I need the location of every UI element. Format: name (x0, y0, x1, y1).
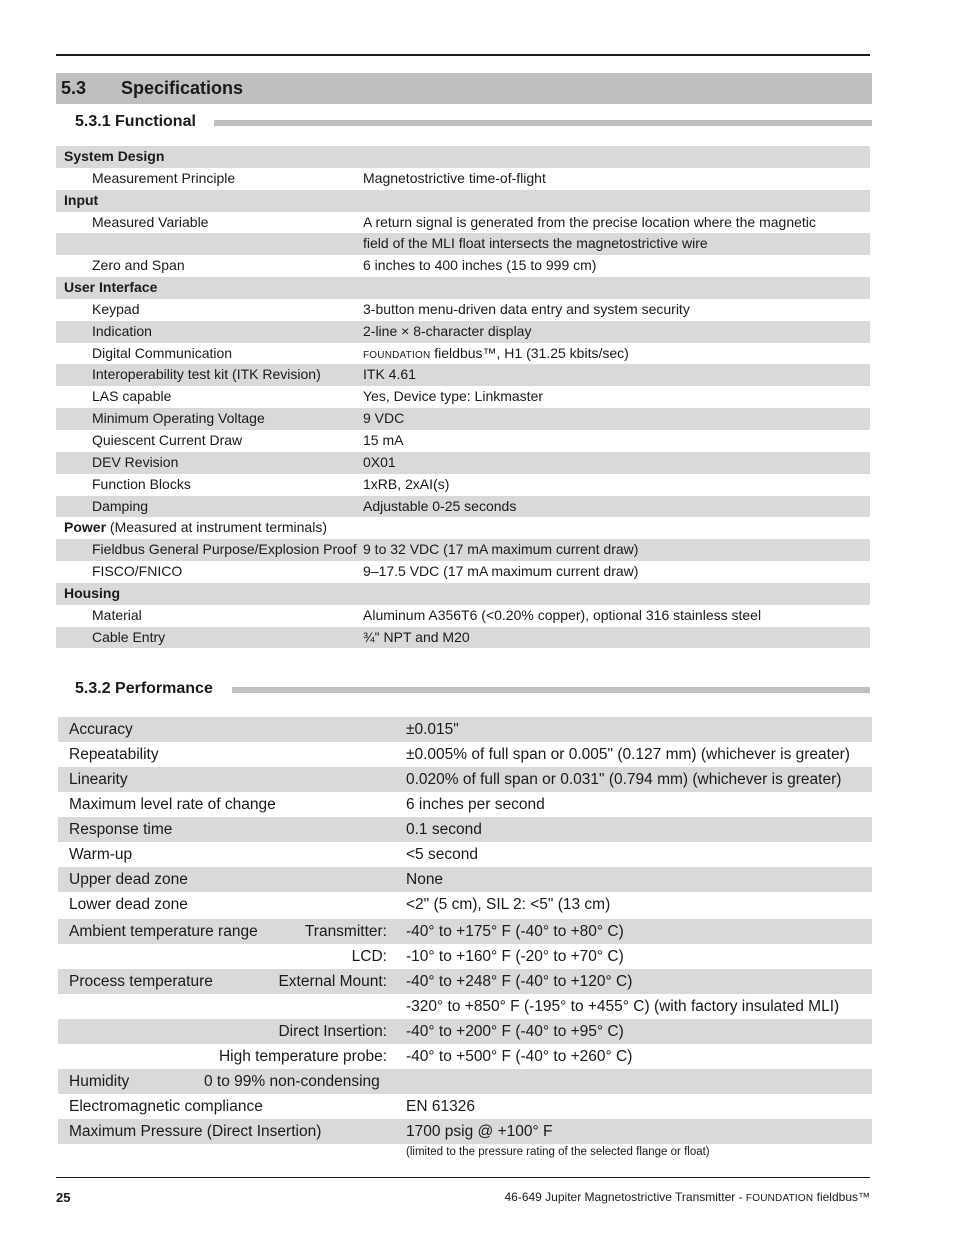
spec-label: FISCO/FNICO (92, 563, 183, 580)
spec-label: Interoperability test kit (ITK Revision) (92, 366, 321, 383)
spec-value: 6 inches to 400 inches (15 to 999 cm) (363, 257, 597, 274)
spec-value: 15 mA (363, 431, 404, 448)
spec-group-row (56, 190, 870, 212)
performance-row (58, 919, 872, 944)
spec-label: Keypad (92, 300, 140, 317)
performance-value: EN 61326 (406, 1098, 475, 1115)
performance-row (58, 1119, 872, 1144)
spec-value: Yes, Device type: Linkmaster (363, 388, 544, 405)
spec-value: Adjustable 0-25 seconds (363, 497, 517, 514)
functional-heading: 5.3.1 Functional (75, 113, 202, 131)
performance-value: -320° to +850° F (-195° to +455° C) (with factory insulated MLI) (406, 998, 840, 1015)
performance-row (58, 969, 872, 994)
spec-row (56, 627, 870, 649)
spec-label: LAS capable (92, 388, 172, 405)
spec-value: 1xRB, 2xAI(s) (363, 475, 450, 492)
performance-value: None (406, 871, 444, 888)
spec-value: A return signal is generated from the precise location where the magnetic (363, 213, 816, 230)
performance-row (58, 792, 872, 817)
performance-label: Warm-up (69, 846, 133, 863)
spec-row (56, 364, 870, 386)
performance-label: Accuracy (69, 721, 133, 738)
spec-group-row (56, 146, 870, 168)
spec-group-label (64, 583, 120, 605)
pressure-note: (limited to the pressure rating of the selected flange or float) (406, 1146, 710, 1158)
spec-row (56, 474, 870, 496)
performance-sublabel: Transmitter: (304, 923, 387, 940)
functional-heading-rule (214, 120, 872, 126)
spec-row (56, 233, 870, 255)
performance-row (58, 717, 872, 742)
section-header (56, 73, 872, 104)
performance-row (58, 944, 872, 969)
doc-title-brand: FOUNDATION (745, 1193, 814, 1204)
spec-group-row (56, 277, 870, 299)
performance-value: <2" (5 cm), SIL 2: <5" (13 cm) (406, 896, 611, 913)
performance-label: Electromagnetic compliance (69, 1098, 263, 1115)
performance-sublabel: Direct Insertion: (278, 1023, 387, 1040)
page-number: 25 (56, 1190, 71, 1205)
spec-value: 9–17.5 VDC (17 mA maximum current draw) (363, 563, 639, 580)
spec-label: Digital Communication (92, 344, 233, 361)
performance-label: Lower dead zone (69, 896, 188, 913)
performance-row (58, 892, 872, 919)
functional-spec-table (56, 146, 870, 648)
spec-row (56, 561, 870, 583)
spec-group-row (56, 517, 870, 539)
performance-row (58, 842, 872, 867)
performance-inline-value: 0 to 99% non-condensing (204, 1073, 380, 1090)
spec-value: 2-line × 8-character display (363, 322, 532, 339)
performance-label: Linearity (69, 771, 128, 788)
performance-sublabel: External Mount: (278, 973, 387, 990)
performance-row (58, 817, 872, 842)
spec-value: Magnetostrictive time-of-flight (363, 169, 546, 186)
top-rule (56, 54, 870, 56)
performance-row (58, 742, 872, 767)
spec-group-label (64, 190, 98, 212)
document-title (504, 1190, 870, 1204)
performance-label: Maximum Pressure (Direct Insertion) (69, 1123, 322, 1140)
performance-value: 1700 psig @ +100° F (406, 1123, 553, 1140)
performance-row (58, 1094, 872, 1119)
doc-title-suffix: fieldbus™ (813, 1190, 870, 1204)
spec-value: 0X01 (363, 453, 396, 470)
performance-value: 0.020% of full span or 0.031" (0.794 mm) (whichever is greater) (406, 771, 842, 788)
spec-row (56, 321, 870, 343)
spec-group-title: Input (64, 191, 99, 208)
performance-label: Repeatability (69, 746, 159, 763)
spec-label: Cable Entry (92, 628, 166, 645)
spec-label: Material (92, 606, 142, 623)
spec-row (56, 212, 870, 234)
spec-value-brand: FOUNDATION (363, 349, 431, 361)
spec-label: Indication (92, 322, 152, 339)
section-title: Specifications (121, 78, 244, 98)
spec-row (56, 343, 870, 365)
spec-group-note: (Measured at instrument terminals) (106, 519, 327, 536)
performance-value: -40° to +248° F (-40° to +120° C) (406, 973, 633, 990)
performance-label: Response time (69, 821, 173, 838)
spec-row (56, 168, 870, 190)
spec-label: Function Blocks (92, 475, 191, 492)
performance-label: Maximum level rate of change (69, 796, 276, 813)
spec-label: Measured Variable (92, 213, 209, 230)
performance-value: -40° to +175° F (-40° to +80° C) (406, 923, 624, 940)
performance-row (58, 867, 872, 892)
performance-value: -10° to +160° F (-20° to +70° C) (406, 948, 624, 965)
performance-label: Upper dead zone (69, 871, 188, 888)
spec-label: Quiescent Current Draw (92, 431, 243, 448)
performance-value: ±0.005% of full span or 0.005" (0.127 mm) (whichever is greater) (406, 746, 850, 763)
spec-value: field of the MLI float intersects the magnetostrictive wire (363, 235, 708, 252)
performance-value: -40° to +200° F (-40° to +95° C) (406, 1023, 624, 1040)
spec-row (56, 539, 870, 561)
performance-row (58, 994, 872, 1019)
performance-value: -40° to +500° F (-40° to +260° C) (406, 1048, 633, 1065)
spec-group-title: System Design (64, 148, 165, 164)
spec-value: ¾" NPT and M20 (363, 628, 470, 645)
spec-label: Measurement Principle (92, 169, 236, 186)
spec-value: ITK 4.61 (363, 366, 416, 383)
spec-label: Zero and Span (92, 257, 185, 274)
performance-value: 6 inches per second (406, 796, 545, 813)
spec-group-label (64, 146, 164, 168)
spec-value (363, 343, 629, 367)
spec-row (56, 430, 870, 452)
spec-group-row (56, 583, 870, 605)
performance-value: <5 second (406, 846, 478, 863)
performance-row (58, 1019, 872, 1044)
spec-row (56, 299, 870, 321)
spec-value-text: fieldbus™, H1 (31.25 kbits/sec) (430, 344, 629, 361)
spec-label: Damping (92, 497, 149, 514)
spec-value: 9 VDC (363, 410, 405, 427)
spec-row (56, 386, 870, 408)
performance-heading: 5.3.2 Performance (75, 680, 219, 698)
spec-label: Fieldbus General Purpose/Explosion Proof (92, 541, 357, 558)
performance-value: 0.1 second (406, 821, 482, 838)
performance-sublabel: High temperature probe: (218, 1048, 387, 1065)
performance-label: Ambient temperature range (69, 923, 258, 940)
doc-title-prefix: 46-649 Jupiter Magnetostrictive Transmitter - (504, 1190, 746, 1204)
section-number: 5.3 (61, 78, 87, 98)
spec-row (56, 255, 870, 277)
performance-row (58, 1069, 872, 1094)
spec-group-title: Power (64, 519, 107, 536)
performance-heading-rule (232, 687, 870, 693)
spec-label: DEV Revision (92, 453, 179, 470)
spec-row (56, 452, 870, 474)
performance-sublabel: LCD: (351, 948, 387, 965)
spec-group-label (64, 277, 157, 299)
spec-group-title: Housing (64, 584, 120, 601)
performance-spec-table (58, 717, 872, 1144)
performance-value: ±0.015" (406, 721, 459, 738)
performance-label: Humidity (69, 1073, 130, 1090)
spec-value: 3-button menu-driven data entry and system security (363, 300, 690, 317)
performance-row (58, 1044, 872, 1069)
spec-row (56, 408, 870, 430)
performance-label: Process temperature (69, 973, 213, 990)
spec-group-title: User Interface (64, 279, 158, 296)
performance-row (58, 767, 872, 792)
spec-value: Aluminum A356T6 (<0.20% copper), optional 316 stainless steel (363, 606, 762, 623)
spec-label: Minimum Operating Voltage (92, 410, 265, 427)
bottom-rule (56, 1177, 870, 1178)
spec-row (56, 496, 870, 518)
spec-group-label (64, 517, 327, 539)
spec-row (56, 605, 870, 627)
spec-value: 9 to 32 VDC (17 mA maximum current draw) (363, 541, 639, 558)
